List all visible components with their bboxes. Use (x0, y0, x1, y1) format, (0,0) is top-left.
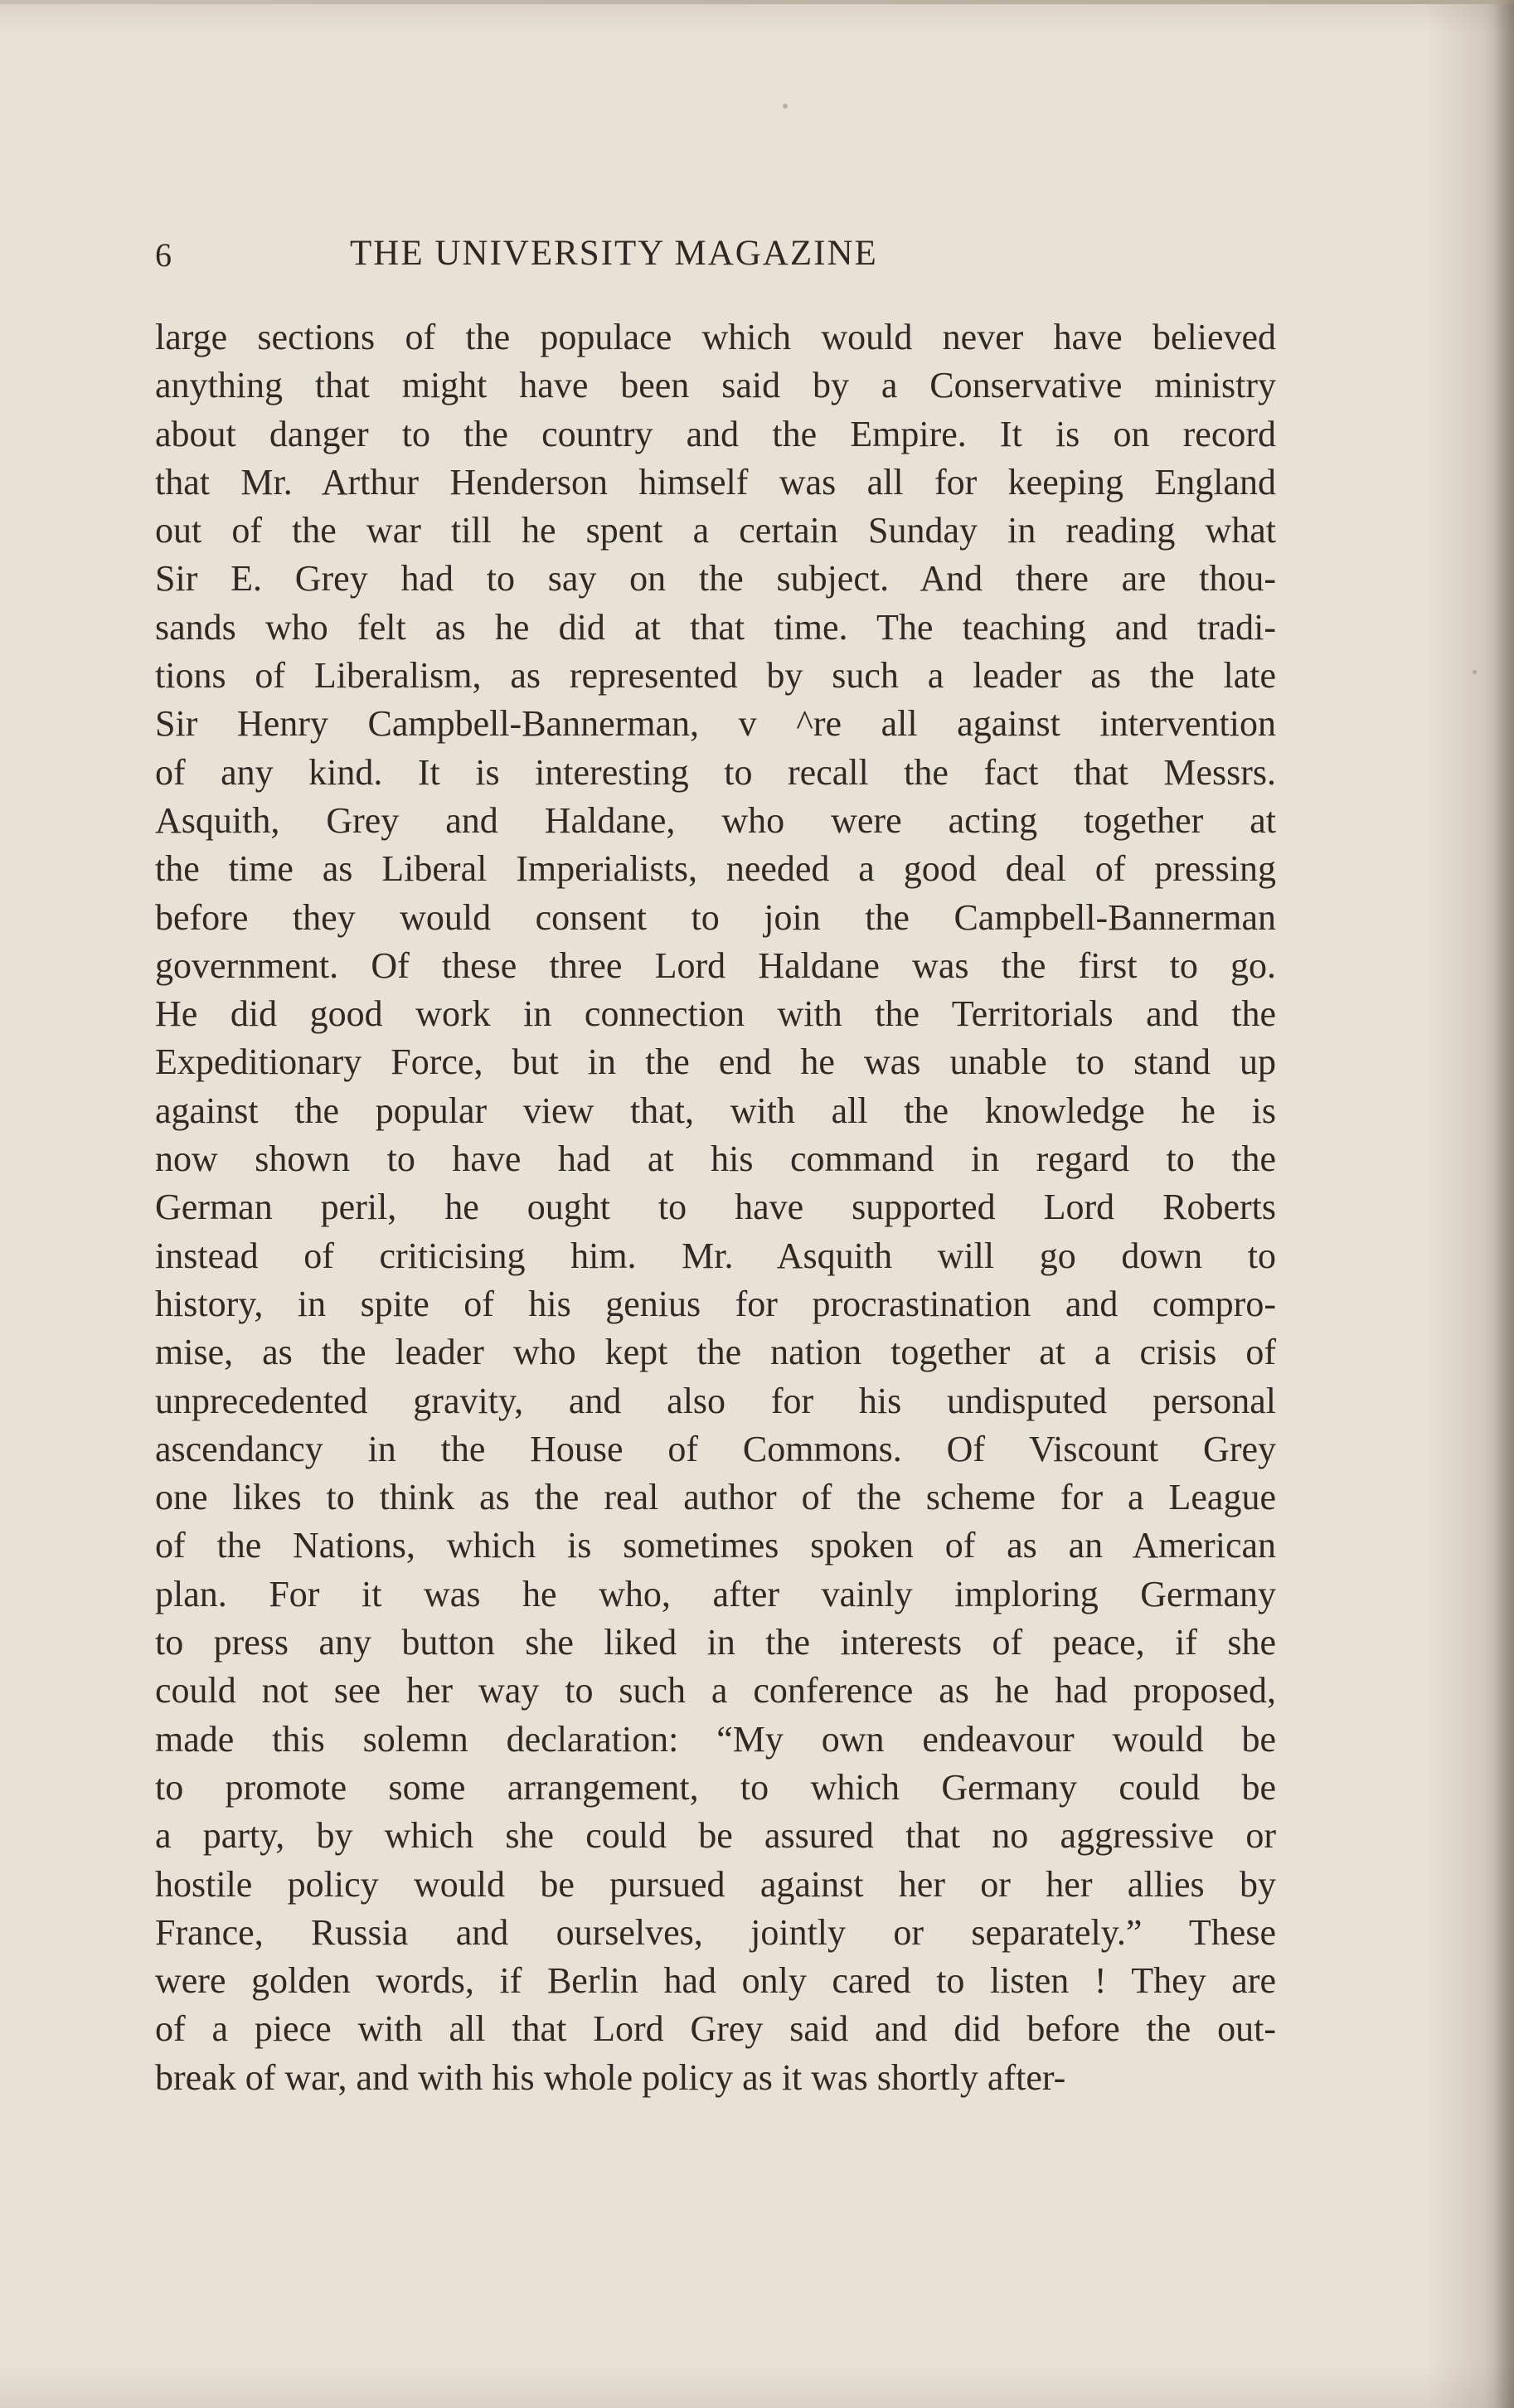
running-head (155, 231, 1274, 280)
text-line: hostile policy would be pursued against her or her allies by (155, 1863, 1276, 1905)
text-line: that Mr. Arthur Henderson himself was all for keeping England (155, 461, 1276, 502)
text-line: the time as Liberal Imperialists, needed a good deal of pressing (155, 848, 1276, 890)
page-top-edge (0, 0, 1514, 4)
text-line: large sections of the populace which would never have believed (155, 317, 1276, 357)
body-text (155, 313, 1276, 2102)
text-line: He did good work in connection with the Territorials and the (155, 993, 1276, 1035)
paper-speck (1473, 670, 1477, 674)
text-line: before they would consent to join the Campbell-Bannerman (155, 896, 1276, 938)
text-line: ascendancy in the House of Commons. Of Viscount Grey (155, 1428, 1276, 1469)
text-line: plan. For it was he who, after vainly imploring Germany (155, 1573, 1276, 1614)
text-line: history, in spite of his genius for procrastination and compro- (155, 1283, 1276, 1324)
text-line: to promote some arrangement, to which Germany could be (155, 1766, 1276, 1808)
text-line: of any kind. It is interesting to recall the fact that Messrs. (155, 751, 1276, 793)
text-line: one likes to think as the real author of the scheme for a League (155, 1477, 1276, 1518)
text-line: tions of Liberalism, as represented by such a leader as the late (155, 655, 1276, 697)
page-number: 6 (155, 236, 172, 274)
text-line: anything that might have been said by a Conservative ministry (155, 365, 1276, 406)
text-line: against the popular view that, with all the knowledge he is (155, 1090, 1276, 1131)
text-line: made this solemn declaration: “My own endeavour would be (155, 1718, 1276, 1760)
text-line: mise, as the leader who kept the nation together at a crisis of (155, 1332, 1276, 1373)
text-line: were golden words, if Berlin had only cared to listen ! They are (155, 1960, 1276, 2002)
text-line: break of war, and with his whole policy as it was shortly after- (155, 2056, 1066, 2098)
text-line: instead of criticising him. Mr. Asquith will go down to (155, 1235, 1276, 1276)
text-line: could not see her way to such a conference as he had proposed, (155, 1670, 1276, 1711)
text-line: Expeditionary Force, but in the end he was unable to stand up (155, 1041, 1276, 1083)
paper-speck (783, 104, 788, 109)
journal-title: THE UNIVERSITY MAGAZINE (350, 234, 878, 273)
text-line: France, Russia and ourselves, jointly or separately.” These (155, 1911, 1276, 1953)
text-line: about danger to the country and the Empire. It is on record (155, 413, 1276, 454)
text-line: Sir Henry Campbell-Bannerman, v ^re all against intervention (155, 703, 1276, 745)
text-line: of the Nations, which is sometimes spoken of as an American (155, 1525, 1276, 1566)
text-line: of a piece with all that Lord Grey said and did before the out- (155, 2008, 1276, 2050)
text-line: unprecedented gravity, and also for his undisputed personal (155, 1380, 1276, 1421)
text-line: government. Of these three Lord Haldane was the first to go. (155, 944, 1276, 986)
text-line: Asquith, Grey and Haldane, who were acting together at (155, 799, 1276, 841)
text-line: sands who felt as he did at that time. The teaching and tradi- (155, 606, 1276, 648)
text-line: German peril, he ought to have supported Lord Roberts (155, 1187, 1276, 1228)
text-line: now shown to have had at his command in regard to the (155, 1138, 1276, 1180)
text-line: a party, by which she could be assured that no aggressive or (155, 1815, 1276, 1857)
text-line: to press any button she liked in the interests of peace, if she (155, 1622, 1276, 1663)
text-line: Sir E. Grey had to say on the subject. And there are thou- (155, 558, 1276, 600)
page-binding-shadow (1494, 0, 1514, 2408)
text-line: out of the war till he spent a certain Sunday in reading what (155, 510, 1276, 551)
